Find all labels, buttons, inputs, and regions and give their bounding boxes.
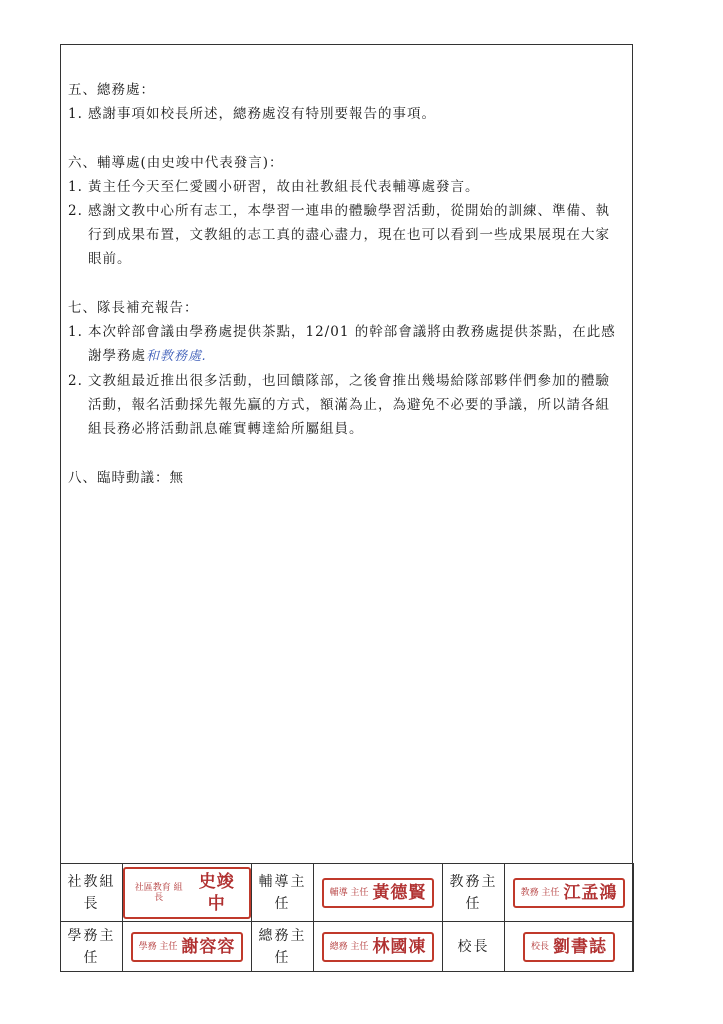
section-heading: 五、總務處： (68, 82, 155, 98)
role-label: 總務主任 (252, 922, 314, 972)
document-body (68, 78, 628, 515)
seal-stamp (523, 932, 615, 962)
signature-row (61, 922, 634, 972)
section-heading: 六、輔導處(由史竣中代表發言)： (68, 155, 284, 171)
stamp-title: 輔導 主任 (329, 887, 369, 898)
section-captain-report (68, 296, 628, 441)
stamp-name: 史竣中 (198, 871, 235, 914)
signature-cell (314, 922, 443, 972)
section-extempore-motion (68, 466, 628, 490)
list-item (68, 102, 628, 126)
role-label: 教務主任 (443, 864, 505, 922)
list-item (68, 320, 628, 369)
signature-cell (505, 864, 634, 922)
stamp-title: 學務 主任 (138, 941, 178, 952)
list-item (68, 175, 628, 199)
role-label: 校長 (443, 922, 505, 972)
item-text: 感謝事項如校長所述，總務處沒有特別要報告的事項。 (88, 106, 436, 122)
stamp-title: 教務 主任 (520, 887, 560, 898)
handwritten-annotation: 和教務處. (146, 349, 208, 364)
section-heading: 八、臨時動議：無 (68, 470, 184, 486)
item-number: 2. (68, 203, 83, 219)
stamp-name: 江孟鴻 (563, 882, 618, 903)
list-item (68, 369, 628, 441)
signature-cell (123, 864, 252, 922)
list-item (68, 199, 628, 271)
item-text: 文教組最近推出很多活動，也回饋隊部，之後會推出幾場給隊部夥伴們參加的體驗活動，報名活動採先報先贏的方式，額滿為止，為避免不必要的爭議，所以請各組組長務必將活動訊息確實轉達給所屬組員。 (88, 373, 610, 437)
stamp-name: 劉書誌 (553, 936, 607, 957)
stamp-title: 社區教育 組長 (134, 882, 183, 903)
item-number: 1. (68, 106, 83, 122)
item-text: 感謝文教中心所有志工，本學習一連串的體驗學習活動，從開始的訓練、準備、執行到成果布置，文教組的志工真的盡心盡力，現在也可以看到一些成果展現在大家眼前。 (88, 203, 610, 267)
seal-stamp (131, 932, 244, 962)
signature-cell (314, 864, 443, 922)
section-counseling (68, 151, 628, 271)
item-number: 1. (68, 179, 83, 195)
signature-cell (123, 922, 252, 972)
item-text: 本次幹部會議由學務處提供茶點，12/01 的幹部會議將由教務處提供茶點，在此感謝學務處 (88, 324, 616, 364)
seal-stamp (322, 932, 435, 962)
signature-cell (505, 922, 634, 972)
signature-table (60, 863, 634, 972)
role-label: 社教組長 (61, 864, 123, 922)
section-heading: 七、隊長補充報告： (68, 300, 199, 316)
seal-stamp (513, 878, 626, 908)
section-general-affairs (68, 78, 628, 126)
stamp-title: 校長 (530, 941, 549, 952)
item-number: 2. (68, 373, 83, 389)
stamp-title: 總務 主任 (329, 941, 369, 952)
role-label: 輔導主任 (252, 864, 314, 922)
seal-stamp (123, 867, 251, 919)
stamp-name: 黃德賢 (372, 882, 427, 903)
stamp-name: 林國凍 (372, 936, 427, 957)
stamp-name: 謝容容 (181, 936, 236, 957)
role-label: 學務主任 (61, 922, 123, 972)
item-text: 黃主任今天至仁愛國小研習，故由社教組長代表輔導處發言。 (88, 179, 480, 195)
item-text-wrapper (88, 320, 628, 369)
item-number: 1. (68, 324, 83, 340)
signature-row (61, 864, 634, 922)
seal-stamp (322, 878, 435, 908)
